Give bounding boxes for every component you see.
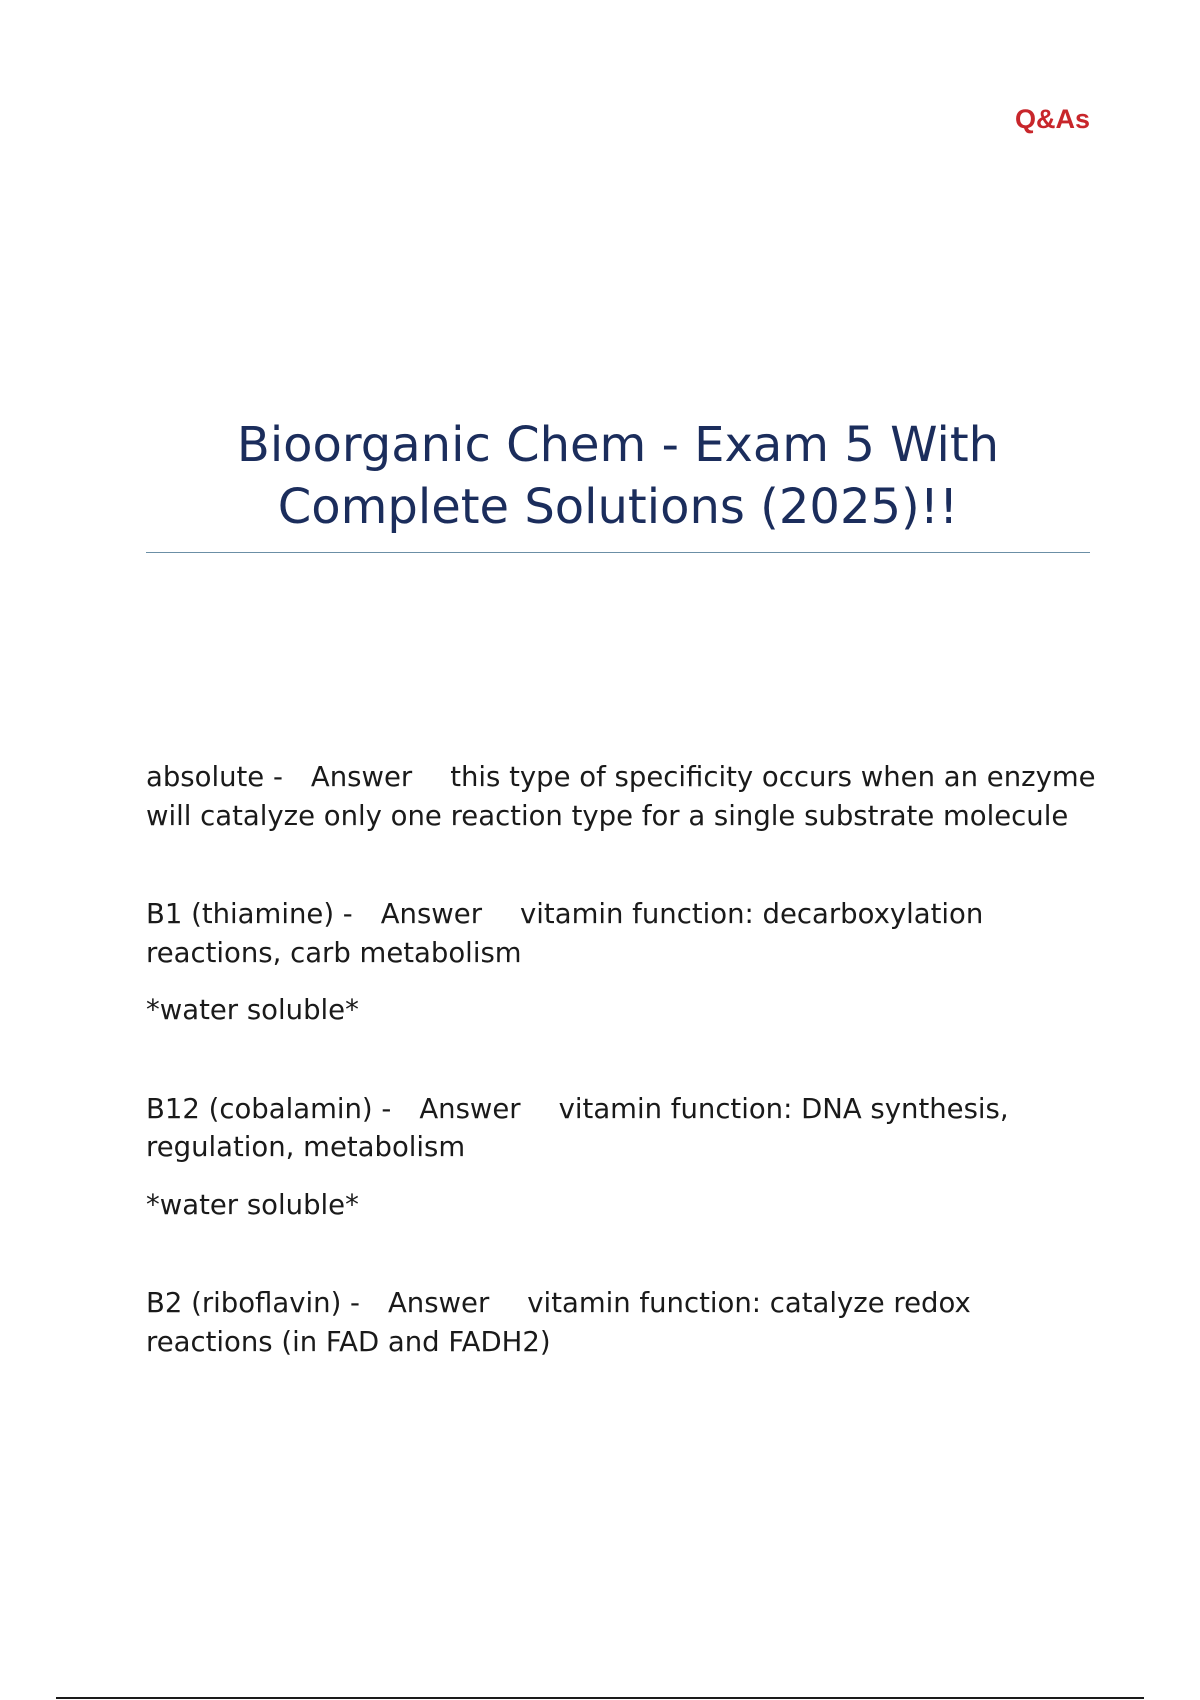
qa-list (146, 758, 1096, 1421)
answer-label: Answer (380, 898, 483, 930)
qa-term: absolute - (146, 761, 283, 793)
qa-definition: vitamin function: DNA synthesis, regulation, metabolism (146, 1092, 1009, 1163)
title-block (146, 414, 1090, 553)
qa-definition: vitamin function: catalyze redox reactions (in FAD and FADH2) (146, 1287, 971, 1358)
footer-rule (56, 1697, 1144, 1699)
answer-label: Answer (387, 1287, 490, 1319)
qa-term: B12 (cobalamin) - (146, 1092, 392, 1125)
qa-text (146, 1284, 1096, 1361)
document-title (146, 414, 1090, 538)
qa-definition: this type of specificity occurs when an enzyme will catalyze only one reaction type for a single substrate molecule (146, 761, 1096, 832)
header-tag: Q&As (1014, 104, 1090, 134)
qa-text (146, 895, 1096, 972)
qa-definition: vitamin function: decarboxylation reactions, carb metabolism (146, 898, 984, 969)
qa-note: *water soluble* (146, 1188, 359, 1221)
qa-item (146, 1090, 1096, 1225)
title-line-1: Bioorganic Chem - Exam 5 With (236, 417, 1000, 473)
answer-label: Answer (310, 761, 413, 793)
title-line-2: Complete Solutions (2025)!! (277, 479, 959, 535)
qa-item (146, 895, 1096, 1030)
qa-item (146, 758, 1096, 835)
qa-text (146, 1090, 1096, 1167)
qa-term: B1 (thiamine) - (146, 898, 353, 930)
qa-note: *water soluble* (146, 994, 359, 1026)
qa-text (146, 758, 1096, 835)
qa-item (146, 1284, 1096, 1361)
qa-term: B2 (riboflavin) - (146, 1287, 360, 1319)
answer-label: Answer (419, 1092, 521, 1125)
